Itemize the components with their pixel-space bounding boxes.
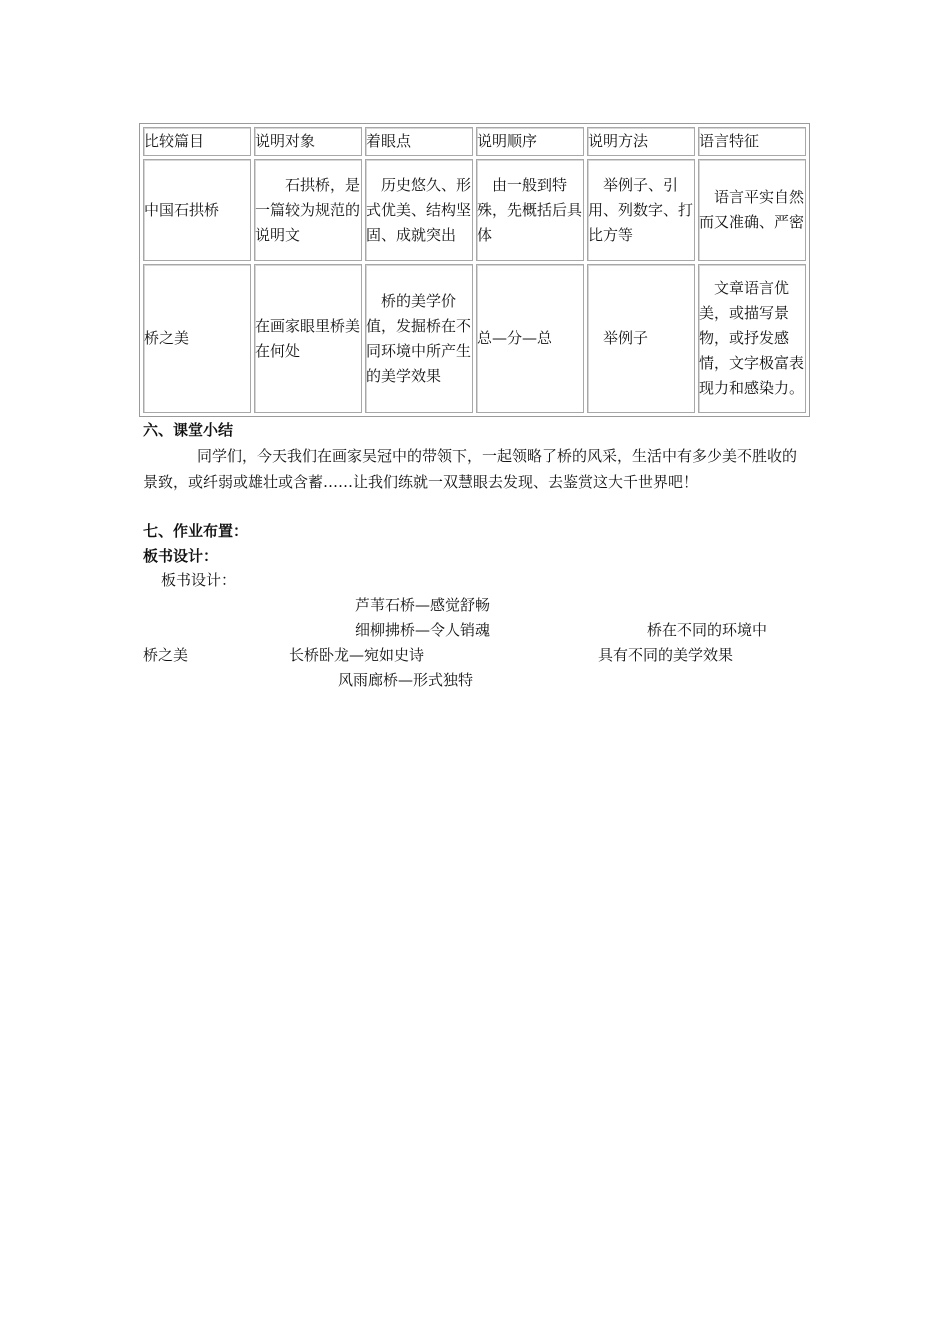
table-cell: 举例子 bbox=[587, 264, 695, 413]
board-conclusion: 具有不同的美学效果 bbox=[598, 646, 734, 664]
table-cell: 语言平实自然而又准确、严密 bbox=[698, 159, 806, 261]
board-center-title: 桥之美 bbox=[143, 646, 189, 664]
section-heading-homework: 七、作业布置： bbox=[143, 522, 249, 540]
board-item: 长桥卧龙—宛如史诗 bbox=[289, 646, 425, 664]
table-cell: 在画家眼里桥美在何处 bbox=[254, 264, 362, 413]
table-cell: 由一般到特殊，先概括后具体 bbox=[476, 159, 584, 261]
table-header-cell: 着眼点 bbox=[365, 127, 473, 156]
board-item: 细柳拂桥—令人销魂 bbox=[355, 621, 491, 639]
table-header-cell: 比较篇目 bbox=[143, 127, 251, 156]
board-item: 芦苇石桥—感觉舒畅 bbox=[355, 596, 491, 614]
table-header-cell: 语言特征 bbox=[698, 127, 806, 156]
summary-paragraph: 同学们，今天我们在画家吴冠中的带领下，一起领略了桥的风采，生活中有多少美不胜收的景致，或纤弱或雄壮或含蓄……让我们练就一双慧眼去发现、去鉴赏这大千世界吧！ bbox=[143, 447, 798, 491]
section-heading-board: 板书设计： bbox=[143, 547, 219, 565]
table-cell: 桥的美学价值，发掘桥在不同环境中所产生的美学效果 bbox=[365, 264, 473, 413]
comparison-table bbox=[139, 123, 810, 417]
table-header-cell: 说明对象 bbox=[254, 127, 362, 156]
board-item: 风雨廊桥—形式独特 bbox=[338, 671, 474, 689]
table-cell: 文章语言优美，或描写景物，或抒发感情，文字极富表现力和感染力。 bbox=[698, 264, 806, 413]
table-cell: 历史悠久、形式优美、结构坚固、成就突出 bbox=[365, 159, 473, 261]
table-header-cell: 说明顺序 bbox=[476, 127, 584, 156]
table-row bbox=[143, 159, 806, 261]
table-cell: 总—分—总 bbox=[476, 264, 584, 413]
table-cell: 举例子、引用、列数字、打比方等 bbox=[587, 159, 695, 261]
board-conclusion: 桥在不同的环境中 bbox=[647, 621, 768, 639]
table-cell: 中国石拱桥 bbox=[143, 159, 251, 261]
table-row bbox=[143, 264, 806, 413]
table-header-row bbox=[143, 127, 806, 156]
table-cell: 桥之美 bbox=[143, 264, 251, 413]
section-heading-summary: 六、课堂小结 bbox=[143, 421, 234, 439]
table-cell: 石拱桥，是一篇较为规范的说明文 bbox=[254, 159, 362, 261]
table-header-cell: 说明方法 bbox=[587, 127, 695, 156]
board-subtitle: 板书设计： bbox=[161, 571, 237, 589]
